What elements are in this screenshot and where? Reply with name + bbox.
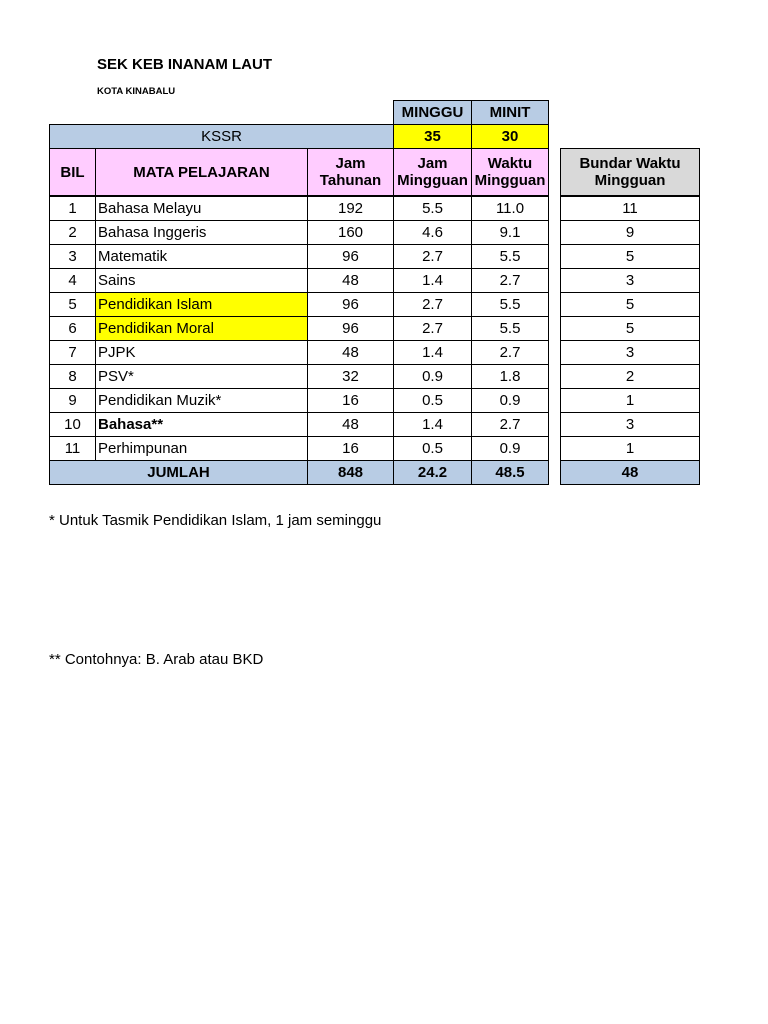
cell-subject: PJPK: [95, 340, 308, 365]
total-label: JUMLAH: [49, 460, 308, 485]
cell-subject: Pendidikan Islam: [95, 292, 308, 317]
cell-jam-mingguan: 1.4: [393, 340, 472, 365]
cell-bil: 3: [49, 244, 96, 269]
cell-bil: 10: [49, 412, 96, 437]
cell-bil: 8: [49, 364, 96, 389]
jam-tahunan-line2: Tahunan: [319, 172, 382, 189]
cell-bundar: 5: [560, 244, 700, 269]
cell-jam-tahunan: 48: [307, 268, 394, 293]
cell-subject: Sains: [95, 268, 308, 293]
cell-waktu-mingguan: 0.9: [471, 436, 549, 461]
minit-value: 30: [471, 124, 549, 149]
cell-waktu-mingguan: 1.8: [471, 364, 549, 389]
cell-waktu-mingguan: 11.0: [471, 196, 549, 221]
cell-jam-mingguan: 0.5: [393, 436, 472, 461]
cell-waktu-mingguan: 2.7: [471, 412, 549, 437]
minggu-value: 35: [393, 124, 472, 149]
cell-jam-tahunan: 192: [307, 196, 394, 221]
cell-bundar: 5: [560, 316, 700, 341]
cell-jam-mingguan: 1.4: [393, 268, 472, 293]
total-jam-mingguan: 24.2: [393, 460, 472, 485]
cell-jam-tahunan: 16: [307, 436, 394, 461]
school-location: KOTA KINABALU: [97, 86, 176, 97]
cell-bil: 11: [49, 436, 96, 461]
total-jam-tahunan: 848: [307, 460, 394, 485]
cell-bil: 6: [49, 316, 96, 341]
total-bundar: 48: [560, 460, 700, 485]
minit-header: MINIT: [471, 100, 549, 125]
cell-jam-mingguan: 0.9: [393, 364, 472, 389]
cell-waktu-mingguan: 5.5: [471, 292, 549, 317]
column-header-bil: BIL: [49, 148, 96, 196]
cell-jam-tahunan: 16: [307, 388, 394, 413]
cell-bil: 1: [49, 196, 96, 221]
cell-bundar: 2: [560, 364, 700, 389]
cell-jam-mingguan: 2.7: [393, 292, 472, 317]
cell-bundar: 5: [560, 292, 700, 317]
cell-bundar: 11: [560, 196, 700, 221]
cell-bil: 5: [49, 292, 96, 317]
cell-bundar: 9: [560, 220, 700, 245]
minggu-header: MINGGU: [393, 100, 472, 125]
jam-mingguan-line2: Mingguan: [397, 172, 468, 189]
cell-waktu-mingguan: 9.1: [471, 220, 549, 245]
cell-jam-mingguan: 2.7: [393, 316, 472, 341]
cell-subject: Pendidikan Moral: [95, 316, 308, 341]
cell-jam-mingguan: 4.6: [393, 220, 472, 245]
cell-bundar: 3: [560, 340, 700, 365]
waktu-mingguan-line2: Mingguan: [474, 172, 546, 189]
column-header-bundar: Bundar Waktu Mingguan: [560, 148, 700, 196]
cell-jam-tahunan: 96: [307, 244, 394, 269]
column-header-jam-tahunan: [307, 148, 394, 196]
cell-jam-tahunan: 48: [307, 340, 394, 365]
cell-bil: 2: [49, 220, 96, 245]
cell-waktu-mingguan: 5.5: [471, 316, 549, 341]
cell-bundar: 3: [560, 412, 700, 437]
total-waktu-mingguan: 48.5: [471, 460, 549, 485]
cell-jam-tahunan: 96: [307, 292, 394, 317]
jam-tahunan-line1: Jam: [335, 155, 366, 172]
column-header-jam-mingguan: [393, 148, 472, 196]
cell-subject: Matematik: [95, 244, 308, 269]
cell-bil: 4: [49, 268, 96, 293]
column-header-subject: MATA PELAJARAN: [95, 148, 308, 196]
jam-mingguan-line1: Jam: [417, 155, 448, 172]
cell-bundar: 1: [560, 388, 700, 413]
cell-jam-tahunan: 160: [307, 220, 394, 245]
cell-jam-mingguan: 0.5: [393, 388, 472, 413]
waktu-mingguan-line1: Waktu: [487, 155, 533, 172]
cell-jam-tahunan: 96: [307, 316, 394, 341]
kssr-header: KSSR: [49, 124, 394, 149]
cell-bil: 9: [49, 388, 96, 413]
cell-bundar: 3: [560, 268, 700, 293]
column-header-waktu-mingguan: [471, 148, 549, 196]
school-name: SEK KEB INANAM LAUT: [97, 56, 272, 73]
cell-jam-mingguan: 5.5: [393, 196, 472, 221]
cell-subject: PSV*: [95, 364, 308, 389]
cell-subject: Pendidikan Muzik*: [95, 388, 308, 413]
footnote-bahasa: ** Contohnya: B. Arab atau BKD: [49, 651, 264, 668]
cell-jam-tahunan: 32: [307, 364, 394, 389]
cell-waktu-mingguan: 0.9: [471, 388, 549, 413]
cell-subject: Perhimpunan: [95, 436, 308, 461]
cell-subject: Bahasa Inggeris: [95, 220, 308, 245]
cell-subject: Bahasa**: [95, 412, 308, 437]
cell-jam-mingguan: 2.7: [393, 244, 472, 269]
cell-waktu-mingguan: 2.7: [471, 340, 549, 365]
cell-bil: 7: [49, 340, 96, 365]
footnote-tasmik: * Untuk Tasmik Pendidikan Islam, 1 jam seminggu: [49, 512, 382, 529]
cell-waktu-mingguan: 2.7: [471, 268, 549, 293]
cell-jam-mingguan: 1.4: [393, 412, 472, 437]
cell-waktu-mingguan: 5.5: [471, 244, 549, 269]
cell-jam-tahunan: 48: [307, 412, 394, 437]
cell-bundar: 1: [560, 436, 700, 461]
cell-subject: Bahasa Melayu: [95, 196, 308, 221]
